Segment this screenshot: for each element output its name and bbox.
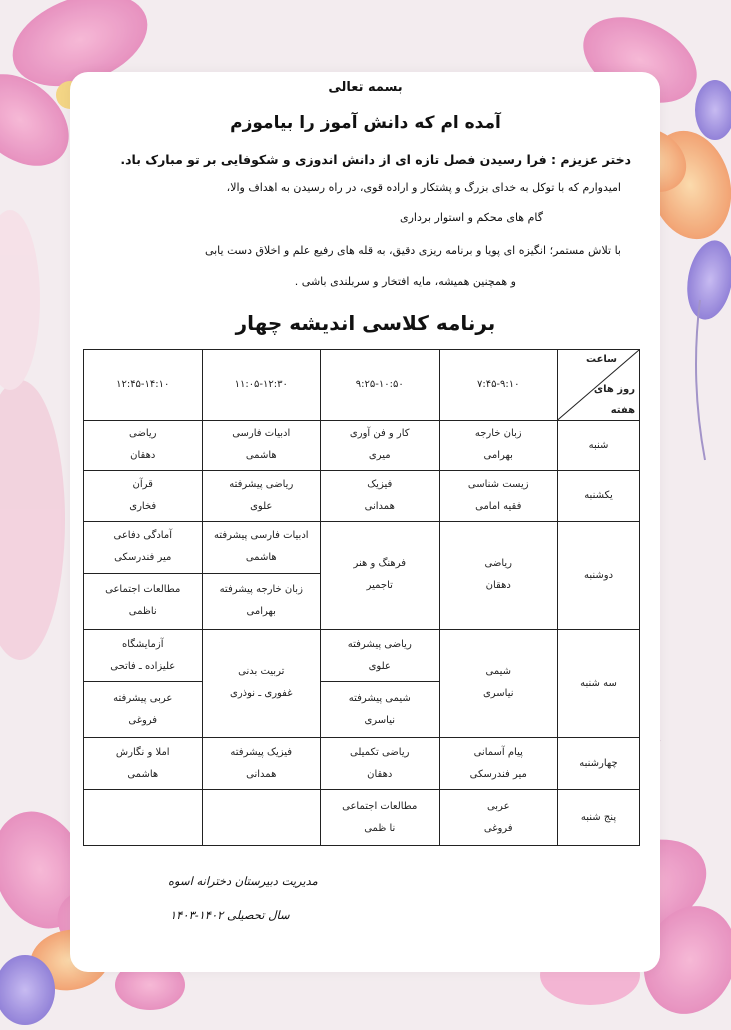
class-cell xyxy=(202,471,321,522)
class-cell xyxy=(321,471,440,522)
teacher: نا ظمی xyxy=(364,822,396,834)
teacher: بهرامی xyxy=(246,606,276,618)
class-cell xyxy=(202,629,321,737)
teacher: غفوری ـ نوذری xyxy=(230,688,293,700)
subject: زبان خارجه xyxy=(474,428,522,440)
teacher: همدانی xyxy=(246,768,277,780)
class-cell xyxy=(321,521,440,629)
teacher: ناظمی xyxy=(128,606,157,618)
subject: شیمی پیشرفته xyxy=(348,692,411,704)
class-cell xyxy=(321,682,440,738)
teacher: فروغی xyxy=(128,714,158,726)
teacher: فخاری xyxy=(129,500,157,512)
class-cell xyxy=(84,420,203,471)
subject: املا و نگارش xyxy=(115,746,170,758)
row-sunday xyxy=(84,471,640,522)
schedule-table xyxy=(83,349,640,846)
message-line-5: و همچنین همیشه، مایه افتخار و سربلندی باشی . xyxy=(294,275,516,288)
subject: زبان خارجه پیشرفته xyxy=(219,584,303,596)
teacher: علوی xyxy=(368,660,391,672)
subject: ریاضی xyxy=(129,428,157,440)
teacher: هاشمی xyxy=(127,768,159,780)
teacher: علیزاده ـ فاتحی xyxy=(110,660,176,672)
subject: ریاضی تکمیلی xyxy=(350,746,410,758)
day-saturday: شنبه xyxy=(558,420,640,471)
subject: ریاضی xyxy=(484,558,512,570)
class-cell xyxy=(84,521,203,574)
teacher: دهقان xyxy=(130,450,156,462)
teacher: دهقان xyxy=(367,768,393,780)
message-line-4: با تلاش مستمر؛ انگیزه ای پویا و برنامه ریزی دقیق، به قله های رفیع علم و اخلاق دست یابی xyxy=(204,244,621,257)
class-cell xyxy=(202,574,321,630)
subject: ریاضی پیشرفته xyxy=(229,478,294,490)
subject: فیزیک پیشرفته xyxy=(230,746,293,758)
class-cell xyxy=(202,737,321,790)
subject: زیست شناسی xyxy=(467,478,529,490)
class-cell xyxy=(439,521,558,629)
header-row xyxy=(84,350,640,421)
class-cell xyxy=(321,790,440,846)
class-cell xyxy=(202,521,321,574)
corner-label-hour: ساعت xyxy=(585,354,617,365)
teacher: نیاسری xyxy=(364,714,396,726)
signature-school: مدیریت دبیرستان دخترانه اسوه xyxy=(168,874,318,888)
time-slot-2: ۹:۲۵-۱۰:۵۰ xyxy=(321,350,440,421)
schedule-title: برنامه کلاسی اندیشه چهار xyxy=(235,311,496,335)
class-cell xyxy=(439,471,558,522)
class-cell xyxy=(321,629,440,682)
subject: ادبیات فارسی xyxy=(232,428,291,440)
row-tuesday-a xyxy=(84,629,640,682)
subject: قرآن xyxy=(132,478,153,490)
day-sunday: یکشنبه xyxy=(558,471,640,522)
teacher: نیاسری xyxy=(482,688,514,700)
class-cell xyxy=(202,420,321,471)
teacher: بهرامی xyxy=(483,450,513,462)
teacher: فقیه امامی xyxy=(475,500,522,512)
teacher: میر فندرسکی xyxy=(469,768,527,780)
class-cell xyxy=(321,420,440,471)
class-cell xyxy=(439,790,558,846)
corner-cell xyxy=(558,350,640,421)
subject: تربیت بدنی xyxy=(238,666,285,678)
teacher: دهقان xyxy=(485,580,511,592)
row-saturday xyxy=(84,420,640,471)
day-tuesday: سه شنبه xyxy=(558,629,640,737)
class-cell xyxy=(84,629,203,682)
row-thursday xyxy=(84,790,640,846)
subject: شیمی xyxy=(485,666,511,678)
class-cell xyxy=(439,629,558,737)
subject: کار و فن آوری xyxy=(349,428,410,440)
message-line-3: گام های محکم و استوار برداری xyxy=(400,211,543,224)
teacher: هاشمی xyxy=(245,450,277,462)
day-monday: دوشنبه xyxy=(558,521,640,629)
basmala: بسمه تعالی xyxy=(328,80,403,95)
signature-year: سال تحصیلی ۱۴۰۲-۱۴۰۳ xyxy=(170,908,290,922)
teacher: فروغی xyxy=(483,822,513,834)
teacher: تاجمیر xyxy=(366,580,393,592)
subject: عربی xyxy=(486,800,510,812)
class-cell xyxy=(439,420,558,471)
empty-cell xyxy=(202,790,321,846)
subject: ریاضی پیشرفته xyxy=(347,638,412,650)
subject: ادبیات فارسی پیشرفته xyxy=(213,530,309,542)
time-slot-4: ۱۲:۴۵-۱۴:۱۰ xyxy=(84,350,203,421)
subject: مطالعات اجتماعی xyxy=(342,800,418,812)
page-heading: آمده ام که دانش آموز را بیاموزم xyxy=(230,113,501,133)
teacher: همدانی xyxy=(364,500,395,512)
teacher: میری xyxy=(368,450,391,462)
teacher: میر فندرسکی xyxy=(114,552,172,564)
time-slot-1: ۷:۴۵-۹:۱۰ xyxy=(439,350,558,421)
class-cell xyxy=(84,471,203,522)
class-cell xyxy=(439,737,558,790)
corner-label-days: روز های xyxy=(593,384,635,395)
day-wednesday: چهارشنبه xyxy=(558,737,640,790)
day-thursday: پنج شنبه xyxy=(558,790,640,846)
teacher: علوی xyxy=(250,500,273,512)
subject: فرهنگ و هنر xyxy=(353,558,407,570)
subject: عربی پیشرفته xyxy=(113,692,173,704)
empty-cell xyxy=(84,790,203,846)
message-line-1: دختر عزیزم : فرا رسیدن فصل تازه ای از دانش اندوزی و شکوفایی بر تو مبارک باد. xyxy=(120,152,631,167)
class-cell xyxy=(84,682,203,738)
subject: مطالعات اجتماعی xyxy=(105,584,181,596)
subject: آزمایشگاه xyxy=(121,638,164,650)
class-cell xyxy=(84,737,203,790)
subject: فیزیک xyxy=(367,478,393,490)
subject: پیام آسمانی xyxy=(473,746,523,758)
class-cell xyxy=(84,574,203,630)
time-slot-3: ۱۱:۰۵-۱۲:۳۰ xyxy=(202,350,321,421)
message-line-2: امیدوارم که با توکل به خدای بزرگ و پشتکار و اراده قوی، در راه رسیدن به اهداف والا، xyxy=(226,181,621,194)
teacher: هاشمی xyxy=(245,552,277,564)
subject: آمادگی دفاعی xyxy=(113,530,172,542)
row-monday-a xyxy=(84,521,640,574)
row-wednesday xyxy=(84,737,640,790)
corner-label-week: هفته xyxy=(610,404,635,416)
class-cell xyxy=(321,737,440,790)
